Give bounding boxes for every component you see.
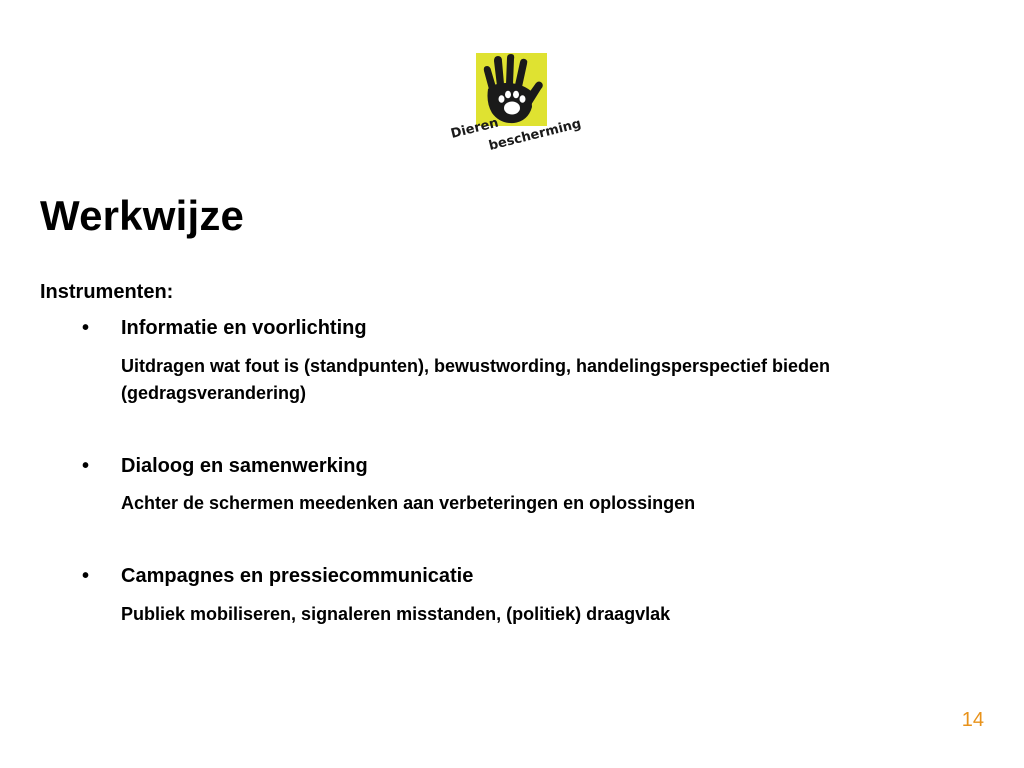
dierenbescherming-logo <box>440 50 590 155</box>
item-heading: Dialoog en samenwerking <box>121 455 368 477</box>
slide-title: Werkwijze <box>40 192 245 239</box>
item-description: Achter de schermen meedenken aan verbeteringen en oplossingen <box>121 493 696 513</box>
bullet: • <box>82 455 90 477</box>
item-description: Publiek mobiliseren, signaleren misstanden, (politiek) draagvlak <box>121 604 671 624</box>
page-number: 14 <box>961 709 984 731</box>
logo-wordmark <box>446 94 590 154</box>
item-heading: Informatie en voorlichting <box>121 317 367 339</box>
item-description: Uitdragen wat fout is (standpunten), bewustwording, handelingsperspectief bieden (gedragsverandering) <box>121 356 831 403</box>
logo-word-dieren: Dieren <box>449 115 501 142</box>
bullet: • <box>82 565 90 587</box>
item-heading: Campagnes en pressiecommunicatie <box>121 565 474 587</box>
intro-label: Instrumenten: <box>40 281 174 303</box>
bullet: • <box>82 317 90 339</box>
logo-word-bescherming: bescherming <box>487 116 583 154</box>
